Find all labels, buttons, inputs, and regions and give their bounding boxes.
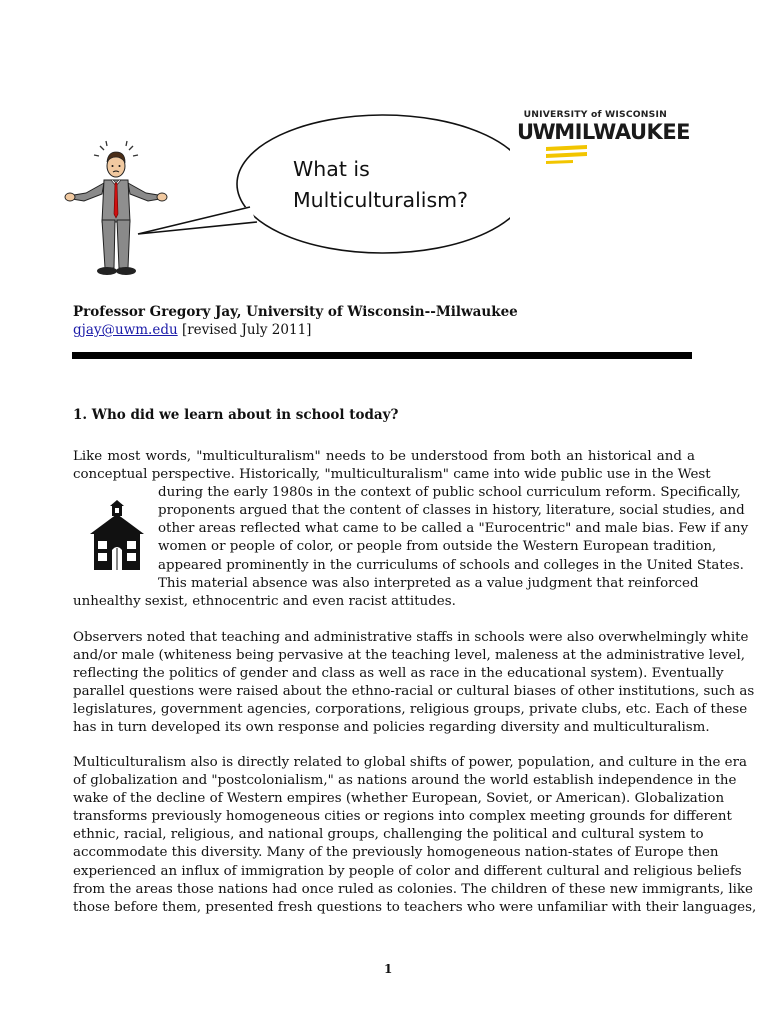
bubble-line: Multiculturalism? <box>293 188 469 212</box>
confused-man-icon <box>65 141 167 275</box>
email-line <box>73 322 311 338</box>
page-number: 1 <box>384 962 393 976</box>
logo-university-text: UNIVERSITY of WISCONSIN <box>523 109 667 120</box>
text-line: from the areas those nations had once ruled as colonies. The children of these new immigrants, like <box>73 881 753 897</box>
text-line: parallel questions were raised about the ethno-racial or cultural biases of other institutions, such as <box>73 684 755 700</box>
text-line: those before them, presented fresh questions to teachers who were unfamiliar with their languages, <box>73 899 757 915</box>
text-line: accommodate this diversity. Many of the previously homogeneous nation-states of Europe then <box>73 845 719 861</box>
text-line: legislatures, government agencies, corporations, religious groups, private clubs, etc. Each of these <box>73 702 748 718</box>
text-line: other areas reflected what came to be called a "Eurocentric" and male bias. Few if any <box>158 521 749 537</box>
text-line: wake of the decline of Western empires (whether European, Soviet, or American). Globalization <box>73 791 725 807</box>
text-line: women or people of color, or people from outside the Western European tradition, <box>158 539 717 555</box>
text-line: and/or male (whiteness being pervasive at the teaching level, maleness at the administrative level, <box>73 648 745 664</box>
text-line: experienced an influx of immigration by people of color and different cultural and religious beliefs <box>73 863 742 879</box>
text-line: Multiculturalism also is directly related to global shifts of power, population, and culture in the era <box>73 755 747 770</box>
paragraph-1 <box>73 448 749 611</box>
author-email-link[interactable]: gjay@uwm.edu <box>73 322 178 338</box>
uwm-logo <box>517 109 691 164</box>
logo-uw: UW <box>517 120 555 144</box>
text-line: Like most words, "multiculturalism" needs to be understood from both an historical and a <box>73 449 695 464</box>
paragraph-2 <box>73 629 755 738</box>
text-line: has in turn developed its own response and policies regarding diversity and multiculturalism. <box>73 720 710 736</box>
speech-bubble-text <box>293 154 503 216</box>
bubble-line: What is <box>293 157 370 181</box>
paragraph-3 <box>73 754 757 917</box>
text-line: Observers noted that teaching and administrative staffs in schools were also overwhelmingly white <box>73 630 749 645</box>
text-line: appeared prominently in the curriculums of schools and colleges in the United States. <box>158 557 744 573</box>
schoolhouse-icon <box>88 500 146 572</box>
author-line: Professor Gregory Jay, University of Wisconsin--Milwaukee <box>73 304 518 320</box>
text-line: proponents argued that the content of classes in history, literature, social studies, and <box>158 503 745 519</box>
logo-wordmark <box>517 120 691 144</box>
logo-milwaukee: MILWAUKEE <box>554 120 691 144</box>
text-line: This material absence was also interpreted as a value judgment that reinforced <box>158 575 699 591</box>
text-line: ethnic, racial, religious, and national groups, challenging the political and cultural system to <box>73 827 704 843</box>
text-line: of globalization and "postcolonialism," as nations around the world establish independence in the <box>73 773 737 789</box>
text-line: unhealthy sexist, ethnocentric and even racist attitudes. <box>73 593 456 609</box>
logo-stripes-icon <box>543 144 591 164</box>
revised-note: [revised July 2011] <box>177 322 312 338</box>
horizontal-rule <box>72 352 692 359</box>
text-line: conceptual perspective. Historically, "multiculturalism" came into wide public use in the West <box>73 467 711 483</box>
text-line: during the early 1980s in the context of public school curriculum reform. Specifically, <box>158 485 741 501</box>
text-line: reflecting the politics of gender and class as well as race in the educational system). Eventually <box>73 666 724 682</box>
text-line: transforms previously homogeneous cities or regions into complex meeting grounds for different <box>73 809 732 825</box>
section-heading: 1. Who did we learn about in school today? <box>73 407 399 423</box>
